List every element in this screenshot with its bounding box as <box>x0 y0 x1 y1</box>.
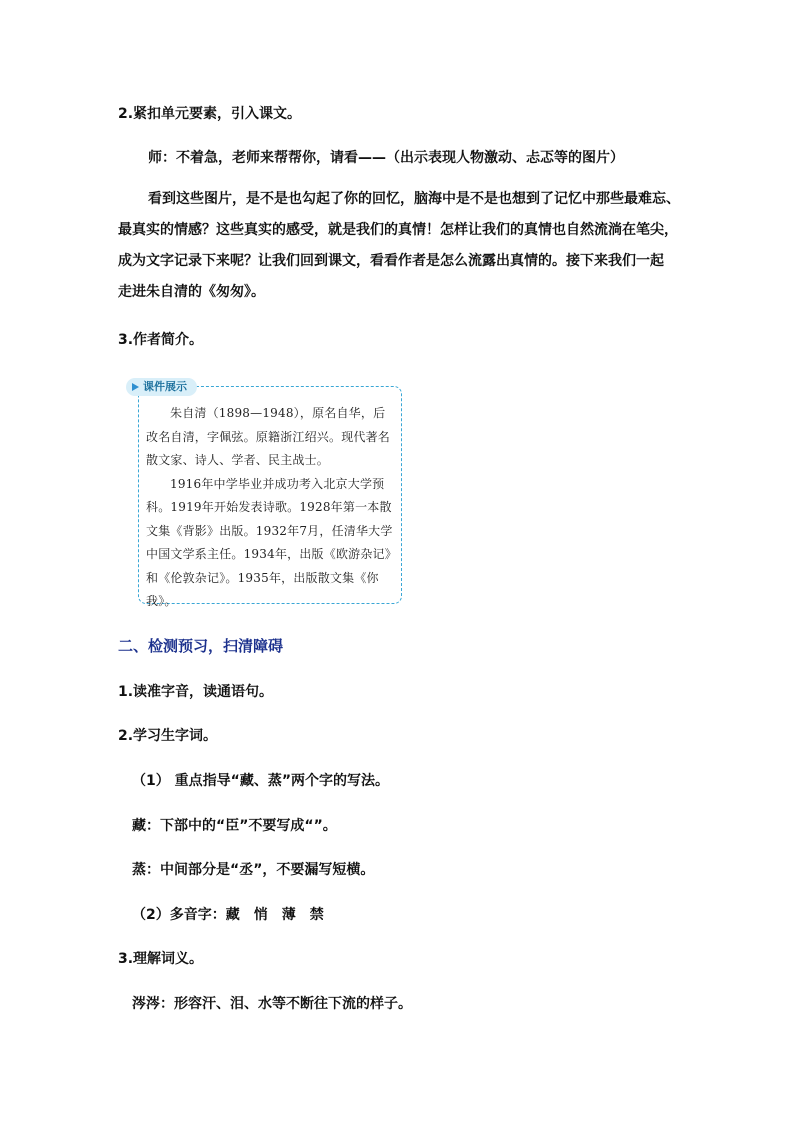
intro-line-2: 最真实的情感？这些真实的感受，就是我们的真情！怎样让我们的真情也自然流淌在笔尖， <box>118 222 678 238</box>
section-2-item-2: 2.学习生字词。 <box>118 728 218 744</box>
teacher-line: 师：不着急，老师来帮帮你，请看——（出示表现人物激动、忐忑等的图片） <box>148 150 624 166</box>
section-2-item-3: 3.理解词义。 <box>118 951 204 967</box>
intro-paragraph <box>118 184 698 308</box>
courseware-tag <box>126 378 197 396</box>
courseware-tag-label: 课件展示 <box>143 380 187 393</box>
author-bio-paragraph-2: 1916年中学毕业并成功考入北京大学预科。1919年开始发表诗歌。1928年第一本散文集《背影》出版。1932年7月，任清华大学中国文学系主任。1934年，出版《欧游杂记》和《伦敦杂记》。1935年，出版散文集《你我》。 <box>146 476 393 608</box>
writing-guidance: （1） 重点指导“藏、蒸”两个字的写法。 <box>132 773 390 789</box>
section-2-heading: 二、检测预习，扫清障碍 <box>118 637 284 655</box>
word-definition: 涔涔：形容汗、泪、水等不断往下流的样子。 <box>132 996 412 1012</box>
section-2-item-1: 1.读准字音，读通语句。 <box>118 684 274 700</box>
intro-line-4: 走进朱自清的《匆匆》。 <box>118 284 265 300</box>
item-2-heading: 2.紧扣单元要素，引入课文。 <box>118 106 302 122</box>
zang-note: 藏：下部中的“臣”不要写成“”。 <box>132 818 337 834</box>
item-3-heading: 3.作者简介。 <box>118 332 204 348</box>
author-bio <box>146 402 394 614</box>
intro-line-3: 成为文字记录下来呢？让我们回到课文，看看作者是怎么流露出真情的。接下来我们一起 <box>118 253 664 269</box>
polyphonic-chars: （2）多音字：藏 悄 薄 禁 <box>132 907 324 923</box>
zheng-note: 蒸：中间部分是“丞”，不要漏写短横。 <box>132 862 375 878</box>
author-bio-paragraph-1: 朱自清（1898—1948），原名自华，后改名自清，字佩弦。原籍浙江绍兴。现代著名散文家、诗人、学者、民主战士。 <box>146 406 391 467</box>
intro-line-1: 看到这些图片，是不是也勾起了你的回忆，脑海中是不是也想到了记忆中那些最难忘、 <box>148 191 680 207</box>
play-triangle-icon <box>132 383 139 391</box>
